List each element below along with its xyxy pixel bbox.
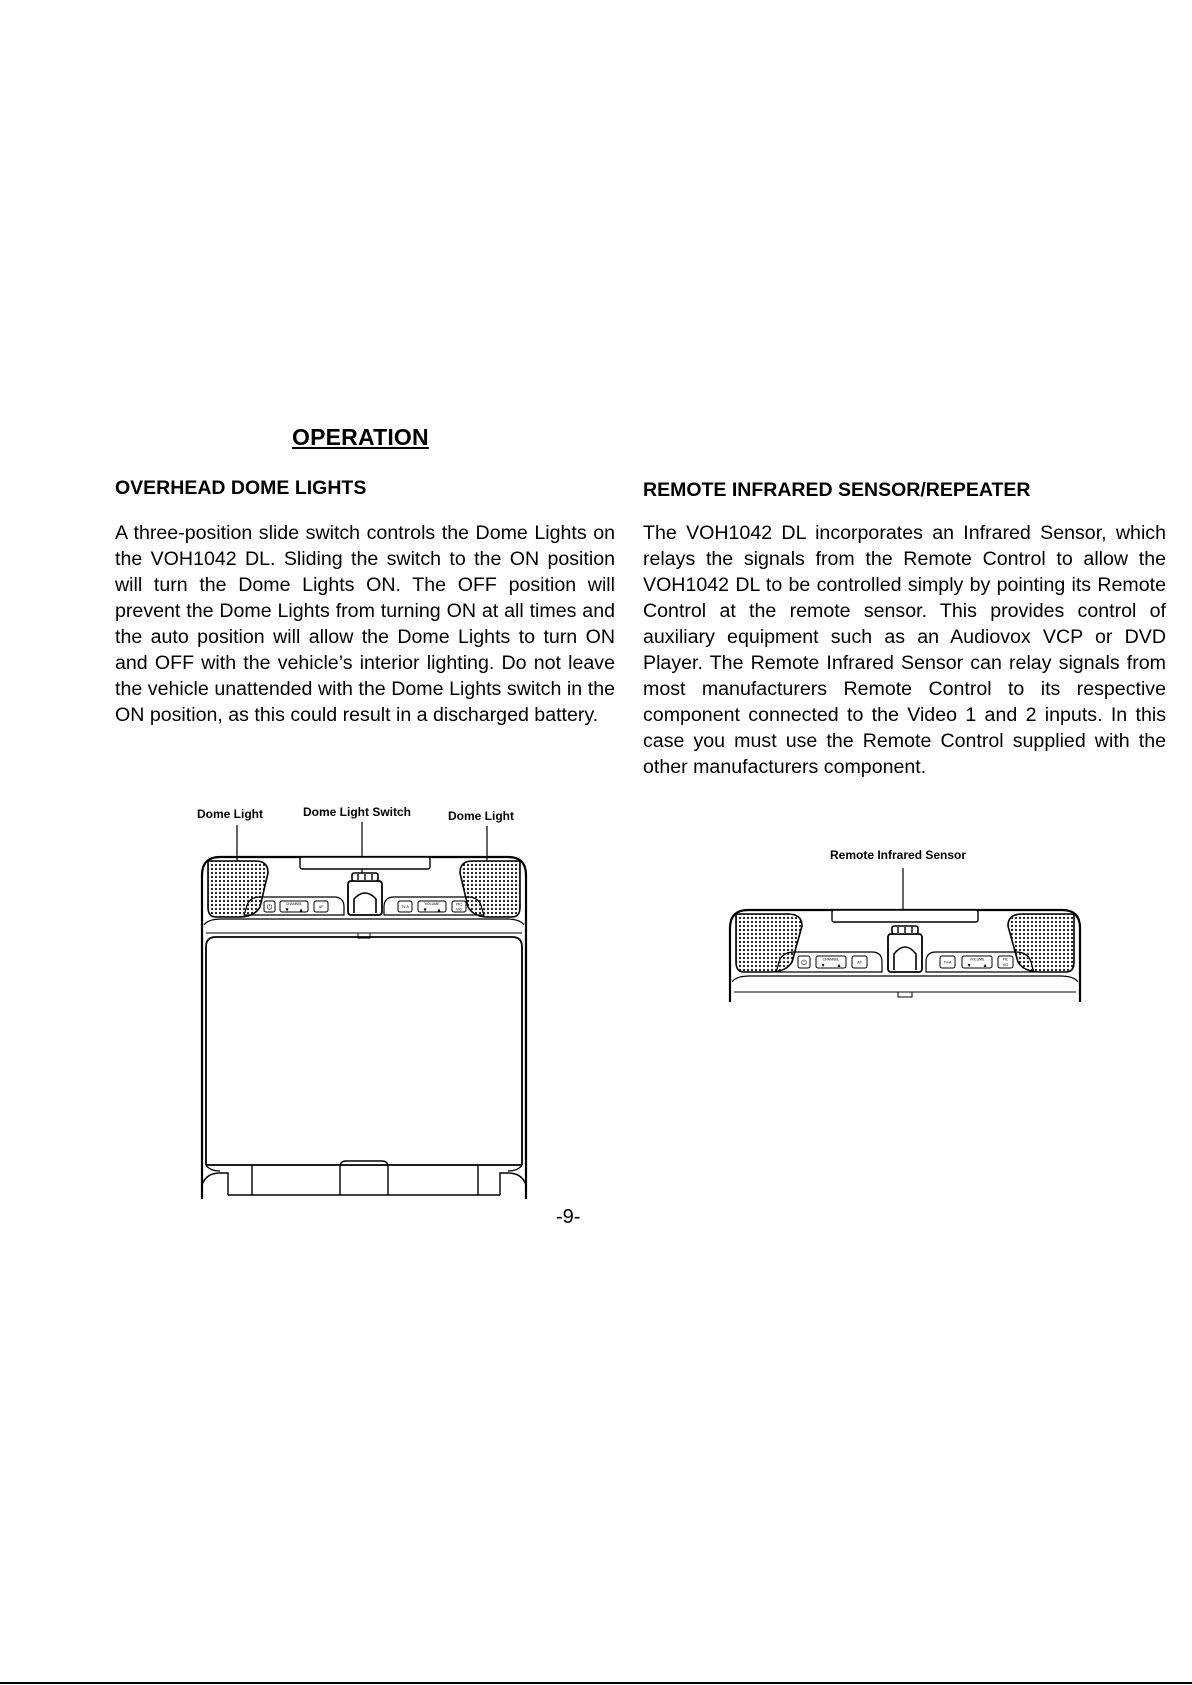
svg-text:VOLUME: VOLUME xyxy=(424,902,440,906)
svg-text:CHANNEL: CHANNEL xyxy=(822,957,840,962)
page-number: -9- xyxy=(556,1206,581,1228)
ir-sensor-paragraph: The VOH1042 DL incorporates an Infrared Sensor, which relays the signals from the Remote Control to allow the VOH1042 DL to be controlled simply by pointing its Remote Control at the remote sensor. This provides control of auxiliary equipment such as an Audiovox VCP or DVD Player. The Remote Infrared Sensor can relay signals from most manufacturers Remote Control to its respective component connected to the Video 1 and 2 inputs. In this case you must use the Remote Control supplied with the other manufacturers component. xyxy=(643,522,1166,778)
dome-light-right-icon xyxy=(460,861,520,917)
svg-text:VOLUME: VOLUME xyxy=(969,957,985,962)
callout-dome-light-left: Dome Light xyxy=(197,807,263,821)
svg-text:▲: ▲ xyxy=(299,907,303,912)
svg-text:▲: ▲ xyxy=(837,962,841,968)
overhead-console-figure xyxy=(726,908,1084,1002)
svg-text:▼: ▼ xyxy=(285,907,289,912)
svg-text:▼: ▼ xyxy=(423,907,427,912)
svg-text:▲: ▲ xyxy=(437,907,441,912)
callout-dome-light-switch: Dome Light Switch xyxy=(303,805,411,819)
svg-text:PIC: PIC xyxy=(1002,957,1009,962)
svg-text:PIC: PIC xyxy=(456,902,462,907)
svg-text:VO: VO xyxy=(1002,962,1009,967)
svg-text:AF: AF xyxy=(318,905,324,909)
svg-text:⏻: ⏻ xyxy=(801,959,807,967)
dome-lights-paragraph: A three-position slide switch controls the Dome Lights on the VOH1042 DL. Sliding the switch to the ON position will turn the Dome Lights ON. The OFF position will prevent the Dome Lights from turning ON at all times and the auto position will allow the Dome Lights to turn ON and OFF with the vehicle’s interior lighting. Do not leave the vehicle unattended with the Dome Lights switch in the ON position, as this could result in a discharged battery. xyxy=(115,522,615,726)
svg-text:VO: VO xyxy=(456,906,462,912)
svg-text:TV-A: TV-A xyxy=(943,960,952,965)
section-heading-ir-sensor: REMOTE INFRARED SENSOR/REPEATER xyxy=(643,479,1031,501)
svg-text:▲: ▲ xyxy=(983,962,987,968)
svg-text:AF: AF xyxy=(857,960,862,965)
monitor-screen xyxy=(206,937,522,1165)
svg-text:▼: ▼ xyxy=(821,962,825,968)
callout-dome-light-right: Dome Light xyxy=(448,809,514,823)
page-title: OPERATION xyxy=(292,424,429,450)
callout-remote-infrared-sensor: Remote Infrared Sensor xyxy=(830,848,967,862)
section-heading-dome-lights: OVERHEAD DOME LIGHTS xyxy=(115,477,367,499)
svg-text:CHANNEL: CHANNEL xyxy=(285,902,303,906)
svg-text:▼: ▼ xyxy=(967,962,971,968)
svg-text:TV-A: TV-A xyxy=(401,905,409,909)
power-icon: ⏻ xyxy=(266,903,273,912)
footer-rule xyxy=(0,1682,1192,1684)
dome-light-left-icon xyxy=(208,861,268,917)
overhead-monitor-figure xyxy=(198,855,530,1199)
